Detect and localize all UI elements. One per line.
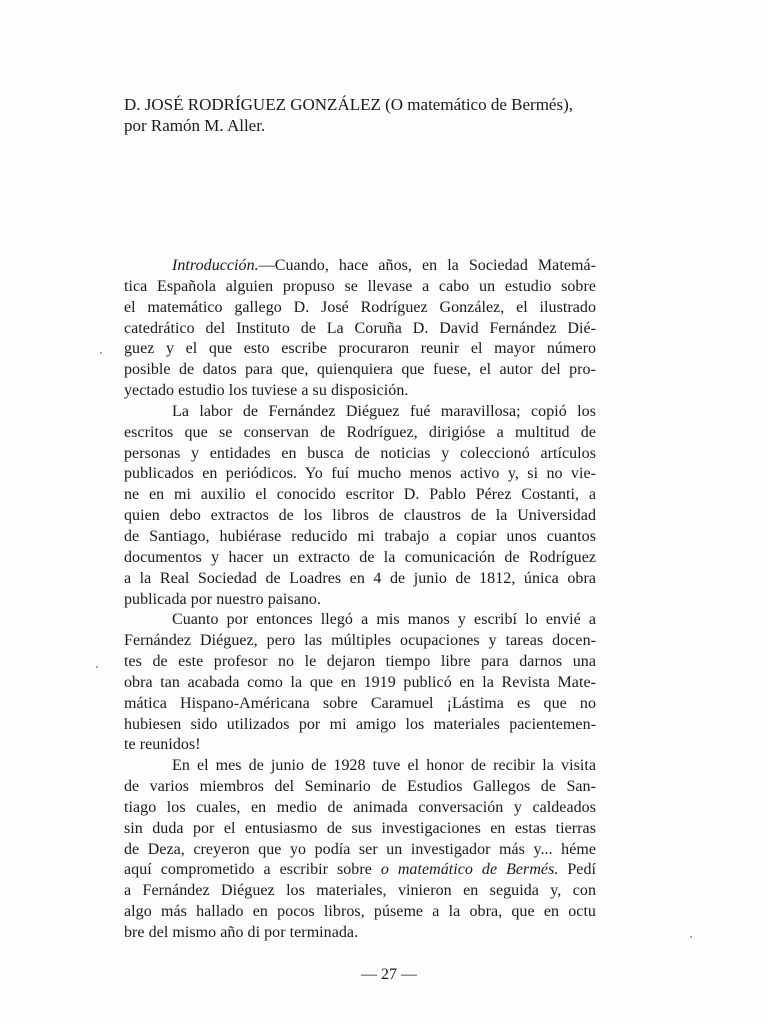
paragraph-line: La labor de Fernández Diéguez fué maravillosa; copió los: [172, 402, 596, 420]
paragraph-line: a la Real Sociedad de Loadres en 4 de junio de 1812, única obra: [124, 569, 596, 587]
paragraph-line: documentos y hacer un extracto de la comunicación de Rodríguez: [124, 548, 596, 566]
paragraph-line: personas y entidades en busca de noticias y coleccionó artículos: [124, 444, 596, 462]
chapter-title: D. JOSÉ RODRÍGUEZ GONZÁLEZ (O matemático de Bermés),: [124, 95, 573, 114]
paragraph-line: tica Española alguien propuso se llevase a cabo un estudio sobre: [124, 277, 596, 295]
paragraph-line: te reunidos!: [124, 736, 201, 754]
paragraph-line: tes de este profesor no le dejaron tiempo libre para darnos una: [124, 653, 596, 671]
paragraph-line: Fernández Diéguez, pero las múltiples ocupaciones y tareas docen-: [124, 632, 596, 650]
paragraph-line: a Fernández Diéguez los materiales, vinieron en seguida y, con: [124, 882, 596, 900]
paragraph-line: hubiesen sido utilizados por mi amigo los materiales pacientemen-: [124, 715, 596, 733]
paragraph-line: bre del mismo año di por terminada.: [124, 924, 359, 941]
paragraph-line: En el mes de junio de 1928 tuve el honor de recibir la visita: [172, 757, 596, 775]
paragraph-line: publicada por nuestro paisano.: [124, 590, 321, 608]
scan-speck: [690, 936, 692, 938]
chapter-author: por Ramón M. Aller.: [124, 116, 266, 135]
paragraph-line: tiago los cuales, en medio de animada conversación y caldeados: [124, 798, 596, 816]
paragraph-line: Cuanto por entonces llegó a mis manos y escribí lo envié a: [172, 611, 596, 629]
italic-title-reference: o matemático de Bermés.: [380, 861, 559, 879]
paragraph-line: sin duda por el entusiasmo de sus investigaciones en estas tierras: [124, 819, 596, 837]
paragraph-line: obra tan acabada como la que en 1919 publicó en la Revista Mate-: [124, 673, 596, 691]
paragraph-line: mática Hispano-Américana sobre Caramuel ¡Lástima es que no: [124, 694, 596, 712]
paragraph-line: catedrático del Instituto de La Coruña D. David Fernández Dié-: [124, 319, 596, 337]
paragraph-line: posible de datos para que, quienquiera que fuese, el autor del pro-: [124, 361, 596, 379]
paragraph-line: Introducción.—Cuando, hace años, en la Sociedad Matemá-: [172, 257, 596, 274]
paragraph-line: de varios miembros del Seminario de Estudios Gallegos de San-: [124, 778, 596, 796]
chapter-heading: [124, 94, 624, 136]
paragraph-line: el matemático gallego D. José Rodríguez González, el ilustrado: [124, 298, 596, 316]
paragraph-line: de Deza, creyeron que yo podía ser un investigador más y... héme: [124, 840, 596, 858]
paragraph-line: aquí comprometido a escribir sobre o matemático de Bermés. Pedí: [124, 861, 596, 879]
body-text: [124, 256, 596, 944]
paragraph-line: ne en mi auxilio el conocido escritor D. Pablo Pérez Costanti, a: [124, 486, 596, 504]
paragraph-line: algo más hallado en pocos libros, púseme a la obra, que en octu: [124, 903, 596, 921]
paragraph-line: escritos que se conservan de Rodríguez, dirigióse a multitud de: [124, 423, 596, 441]
paragraph-line: quien debo extractos de los libros de claustros de la Universidad: [124, 507, 596, 525]
paragraph-line: guez y el que esto escribe procuraron reunir el mayor número: [124, 340, 596, 358]
paragraph-line: publicados en periódicos. Yo fuí mucho menos activo y, si no vie-: [124, 465, 596, 483]
scan-speck: [96, 666, 98, 668]
page-number: — 27 —: [361, 966, 417, 983]
paragraph-line: de Santiago, hubiérase reducido mi trabajo a copiar unos cuantos: [124, 527, 596, 545]
section-heading-inline: Introducción.: [172, 257, 259, 274]
scan-speck: [100, 352, 102, 354]
paragraph-line: yectado estudio los tuviese a su disposición.: [124, 382, 409, 400]
